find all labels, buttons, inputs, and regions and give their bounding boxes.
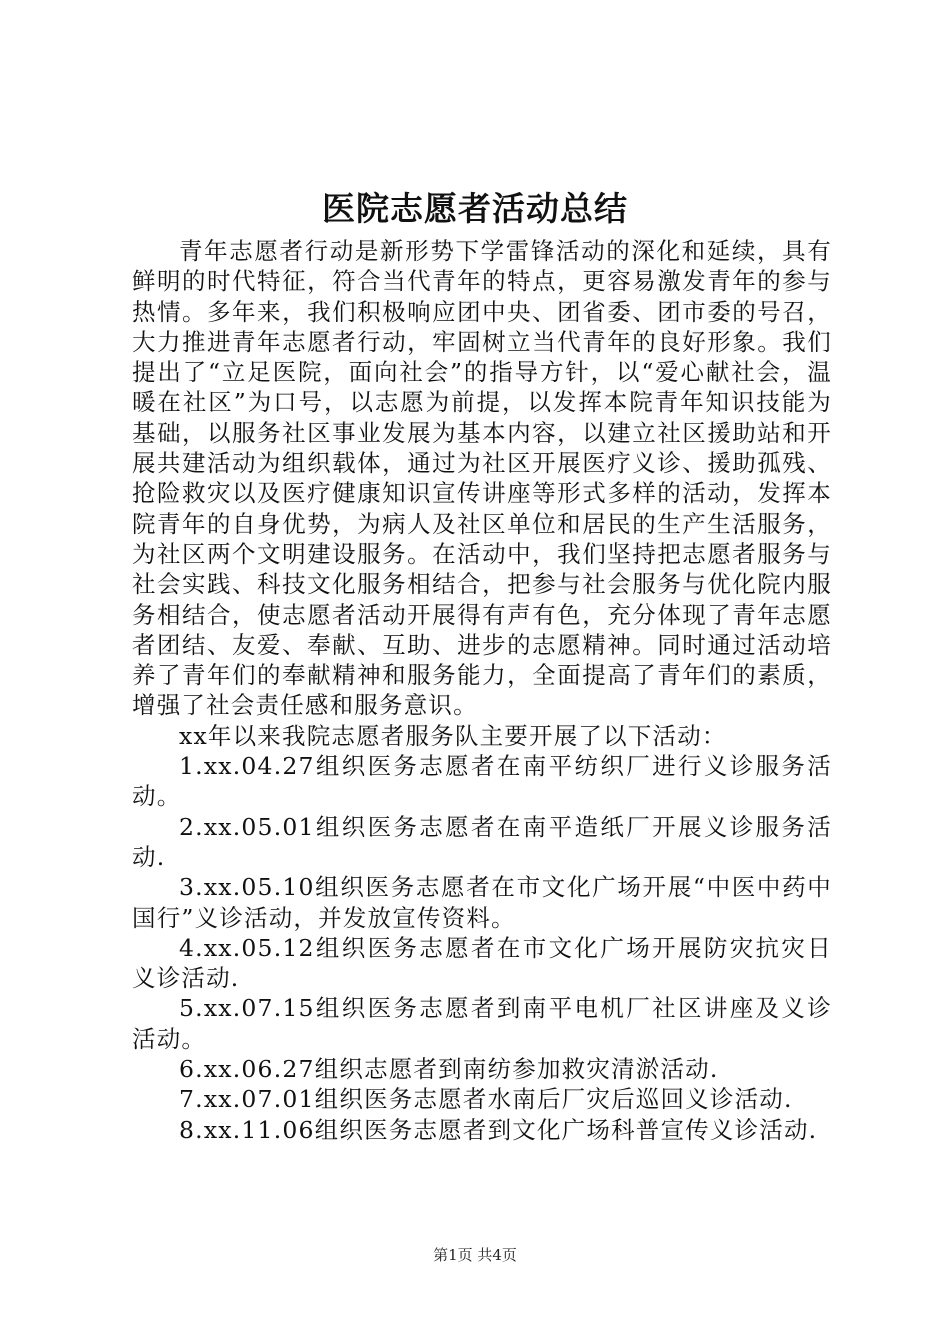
- list-item: 4.xx.05.12组织医务志愿者在市文化广场开展防灾抗灾日义诊活动.: [132, 933, 832, 993]
- list-intro-paragraph: xx年以来我院志愿者服务队主要开展了以下活动：: [179, 721, 727, 750]
- intro-paragraph: 青年志愿者行动是新形势下学雷锋活动的深化和延续，具有鲜明的时代特征，符合当代青年的特点，更容易激发青年的参与热情。多年来，我们积极响应团中央、团省委、团市委的号召，大力推进青年志愿者行动，牢固树立当代青年的良好形象。我们提出了“立足医院，面向社会”的指导方针，以“爱心献社会，温暖在社区”为口号，以志愿为前提，以发挥本院青年知识技能为基础，以服务社区事业发展为基本内容，以建立社区援助站和开展共建活动为组织载体，通过为社区开展医疗义诊、援助孤残、抢险救灾以及医疗健康知识宣传讲座等形式多样的活动，发挥本院青年的自身优势，为病人及社区单位和居民的生产生活服务，为社区两个文明建设服务。在活动中，我们坚持把志愿者服务与社会实践、科技文化服务相结合，把参与社会服务与优化院内服务相结合，使志愿者活动开展得有声有色，充分体现了青年志愿者团结、友爱、奉献、互助、进步的志愿精神。同时通过活动培养了青年们的奉献精神和服务能力，全面提高了青年们的素质，增强了社会责任感和服务意识。: [132, 237, 832, 720]
- list-item: 3.xx.05.10组织医务志愿者在市文化广场开展“中医中药中国行”义诊活动，并发放宣传资料。: [132, 873, 832, 932]
- list-item: 5.xx.07.15组织医务志愿者到南平电机厂社区讲座及义诊活动。: [132, 994, 832, 1053]
- list-item: 1.xx.04.27组织医务志愿者在南平纺织厂进行义诊服务活动。: [132, 752, 832, 811]
- list-item: 8.xx.11.06组织医务志愿者到文化广场科普宣传义诊活动.: [179, 1115, 818, 1144]
- list-item: 6.xx.06.27组织志愿者到南纺参加救灾清淤活动.: [179, 1055, 719, 1084]
- list-item: 2.xx.05.01组织医务志愿者在南平造纸厂开展义诊服务活动.: [132, 812, 832, 871]
- list-item: 7.xx.07.01组织医务志愿者水南后厂灾后巡回义诊活动.: [179, 1085, 793, 1114]
- document-body: [132, 236, 832, 1145]
- page-title: 医院志愿者活动总结: [322, 189, 628, 228]
- page-footer: 第1页 共4页: [433, 1246, 517, 1264]
